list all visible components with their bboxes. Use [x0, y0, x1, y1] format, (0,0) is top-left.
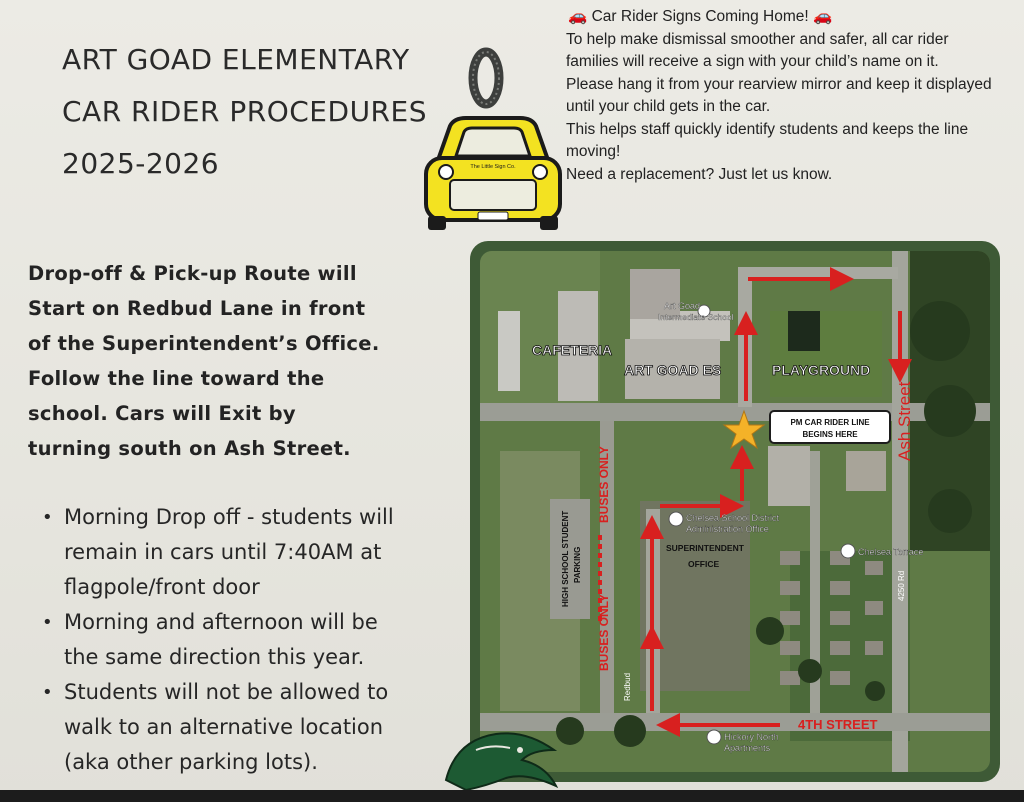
list-item — [30, 500, 475, 605]
info-paragraph-3: This helps staff quickly identify students and keeps the line moving! — [566, 120, 969, 160]
art-goad-es-label: ART GOAD ES — [624, 362, 722, 378]
road-4250-label: 4250 Rd — [897, 570, 906, 601]
rules-list — [30, 500, 475, 780]
info-heading: 🚗 Car Rider Signs Coming Home! 🚗 — [568, 8, 833, 25]
redbud-label: Redbud — [623, 672, 632, 701]
route-map-frame — [470, 241, 1000, 782]
info-paragraph-2: Please hang it from your rearview mirror and keep it displayed until your child gets in the car. — [566, 75, 992, 115]
pm-car-rider-callout — [770, 411, 890, 443]
route-line: of the Superintendent’s Office. — [28, 332, 380, 355]
hs-parking-label-2: PARKING — [573, 546, 582, 583]
buses-only-label-bottom: BUSES ONLY — [597, 594, 611, 671]
route-map — [480, 251, 990, 772]
bullet-line: • Students will not be allowed to — [64, 680, 389, 704]
intermediate-school-label: Art Goad — [664, 301, 701, 311]
hs-parking-label-1: HIGH SCHOOL STUDENT — [561, 510, 570, 607]
car-rider-sign-info — [566, 6, 996, 186]
pm-line-label-2: BEGINS HERE — [802, 430, 858, 439]
bullet-line: walk to an alternative location — [64, 715, 384, 739]
route-line: Start on Redbud Lane in front — [28, 297, 366, 320]
title-line-school: ART GOAD ELEMENTARY — [62, 43, 410, 76]
superintendent-label-1: SUPERINTENDENT — [666, 543, 744, 553]
superintendent-label-2: OFFICE — [688, 559, 720, 569]
bullet-line: • Morning Drop off - students will — [64, 505, 394, 529]
route-line: school. Cars will Exit by — [28, 402, 296, 425]
list-item — [30, 675, 475, 780]
district-office-label-2: Administration Office — [686, 524, 769, 534]
title-line-procedures: CAR RIDER PROCEDURES — [62, 95, 427, 128]
fourth-street-label: 4TH STREET — [798, 717, 878, 732]
bullet-line: flagpole/front door — [64, 575, 260, 599]
bullet-line: remain in cars until 7:40AM at — [64, 540, 382, 564]
hickory-label-1: Hickory North — [724, 732, 779, 742]
title-line-year: 2025-2026 — [62, 147, 220, 180]
flyer-title — [62, 34, 462, 190]
car-icon — [426, 118, 560, 230]
info-paragraph-4: Need a replacement? Just let us know. — [566, 165, 833, 183]
ash-street-label: Ash Street — [895, 381, 914, 461]
route-instructions — [28, 256, 478, 466]
chelsea-terrace-label: Chelsea Terrace — [858, 547, 924, 557]
route-line: Follow the line toward the — [28, 367, 325, 390]
car-sign-hanger-icon — [473, 52, 499, 104]
bullet-line: • Morning and afternoon will be — [64, 610, 378, 634]
cafeteria-label: CAFETERIA — [532, 342, 613, 358]
list-item — [30, 605, 475, 675]
bullet-line: the same direction this year. — [64, 645, 365, 669]
playground-label: PLAYGROUND — [772, 362, 871, 378]
pm-line-label-1: PM CAR RIDER LINE — [790, 418, 870, 427]
hickory-label-2: Apartments — [724, 743, 771, 753]
intermediate-school-label-2: Intermediate School — [658, 312, 734, 322]
route-line: Drop-off & Pick-up Route will — [28, 262, 357, 285]
bullet-line: (aka other parking lots). — [64, 750, 318, 774]
buses-only-label-top: BUSES ONLY — [597, 446, 611, 523]
car-sign-illustration — [408, 40, 568, 240]
sign-brand-text: The Little Sign Co. — [470, 164, 516, 170]
bottom-edge — [0, 790, 1024, 802]
info-paragraph-1: To help make dismissal smoother and safer, all car rider families will receive a sign with your child’s name on it. — [566, 30, 949, 70]
dragon-mascot-icon — [436, 720, 566, 792]
district-office-label-1: Chelsea School District — [686, 513, 780, 523]
route-line: turning south on Ash Street. — [28, 437, 351, 460]
